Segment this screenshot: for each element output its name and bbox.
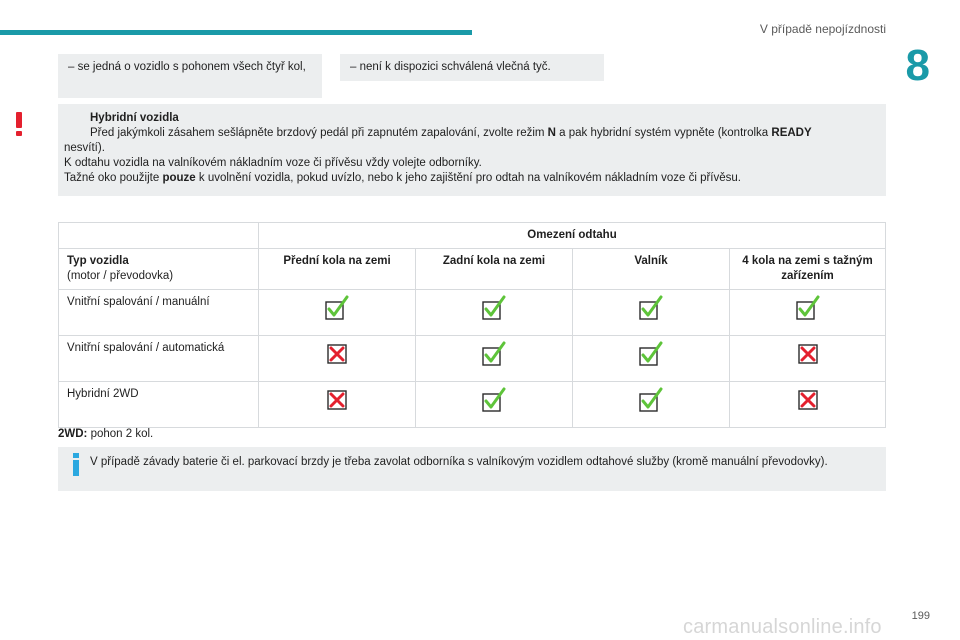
page-number: 199 bbox=[911, 610, 930, 622]
note-box-left bbox=[58, 54, 322, 98]
mark-cell bbox=[259, 336, 416, 382]
table-corner bbox=[59, 223, 259, 249]
check-icon bbox=[324, 295, 350, 321]
mark-cell bbox=[573, 336, 730, 382]
mark-cell bbox=[573, 290, 730, 336]
row-label: Vnitřní spalování / manuální bbox=[59, 290, 259, 336]
vehicle-type-header: Typ vozidla (motor / převodovka) bbox=[59, 249, 259, 290]
footnote: 2WD: pohon 2 kol. bbox=[58, 428, 154, 440]
column-header: 4 kola na zemi s tažným zařízením bbox=[730, 249, 886, 290]
chapter-title: V případě nepojízdnosti bbox=[759, 22, 886, 36]
column-header: Valník bbox=[573, 249, 730, 290]
towing-table bbox=[58, 222, 886, 428]
mark-cell bbox=[416, 382, 573, 428]
check-icon bbox=[481, 341, 507, 367]
table-row bbox=[59, 382, 886, 428]
header-accent-bar bbox=[0, 30, 472, 35]
warning-box bbox=[58, 104, 886, 196]
exclamation-icon bbox=[16, 112, 22, 136]
row-label: Hybridní 2WD bbox=[59, 382, 259, 428]
mark-cell bbox=[730, 290, 886, 336]
cross-icon bbox=[795, 387, 821, 413]
info-text: V případě závady baterie či el. parkovací brzdy je třeba zavolat odborníka s valníkovým vozidlem odtahové služby (kromě manuální převodovky). bbox=[90, 456, 828, 468]
mark-cell bbox=[416, 290, 573, 336]
cross-icon bbox=[324, 387, 350, 413]
check-icon bbox=[638, 341, 664, 367]
mark-cell bbox=[573, 382, 730, 428]
info-icon bbox=[73, 453, 79, 475]
warning-title: Hybridní vozidla bbox=[90, 112, 179, 124]
check-icon bbox=[638, 387, 664, 413]
mark-cell bbox=[259, 382, 416, 428]
watermark: carmanualsonline.info bbox=[683, 616, 882, 638]
check-icon bbox=[795, 295, 821, 321]
mark-cell bbox=[416, 336, 573, 382]
check-icon bbox=[481, 387, 507, 413]
cross-icon bbox=[795, 341, 821, 367]
check-icon bbox=[481, 295, 507, 321]
chapter-number: 8 bbox=[905, 41, 930, 90]
mark-cell bbox=[730, 336, 886, 382]
warning-line-2: nesvítí). bbox=[64, 142, 105, 154]
column-header: Zadní kola na zemi bbox=[416, 249, 573, 290]
column-header: Přední kola na zemi bbox=[259, 249, 416, 290]
mark-cell bbox=[259, 290, 416, 336]
warning-line-4: Tažné oko použijte pouze k uvolnění vozidla, pokud uvízlo, nebo k jeho zajištění pro odtah na valníkovém nákladním voze či přívěsu. bbox=[64, 172, 741, 184]
note-left-text: – se jedná o vozidlo s pohonem všech čtyř kol, bbox=[68, 61, 306, 73]
row-label: Vnitřní spalování / automatická bbox=[59, 336, 259, 382]
note-right-text: – není k dispozici schválená vlečná tyč. bbox=[350, 61, 551, 73]
cross-icon bbox=[324, 341, 350, 367]
warning-line-1: Před jakýmkoli zásahem sešlápněte brzdový pedál při zapnutém zapalování, zvolte režim N a pak hybridní systém vypněte (kontrolka READY bbox=[90, 127, 812, 139]
note-box-right bbox=[340, 54, 604, 81]
warning-line-3: K odtahu vozidla na valníkovém nákladním voze či přívěsu vždy volejte odborníky. bbox=[64, 157, 482, 169]
info-box bbox=[58, 447, 886, 491]
table-row bbox=[59, 290, 886, 336]
table-row bbox=[59, 336, 886, 382]
table-group-header: Omezení odtahu bbox=[259, 223, 886, 249]
check-icon bbox=[638, 295, 664, 321]
mark-cell bbox=[730, 382, 886, 428]
